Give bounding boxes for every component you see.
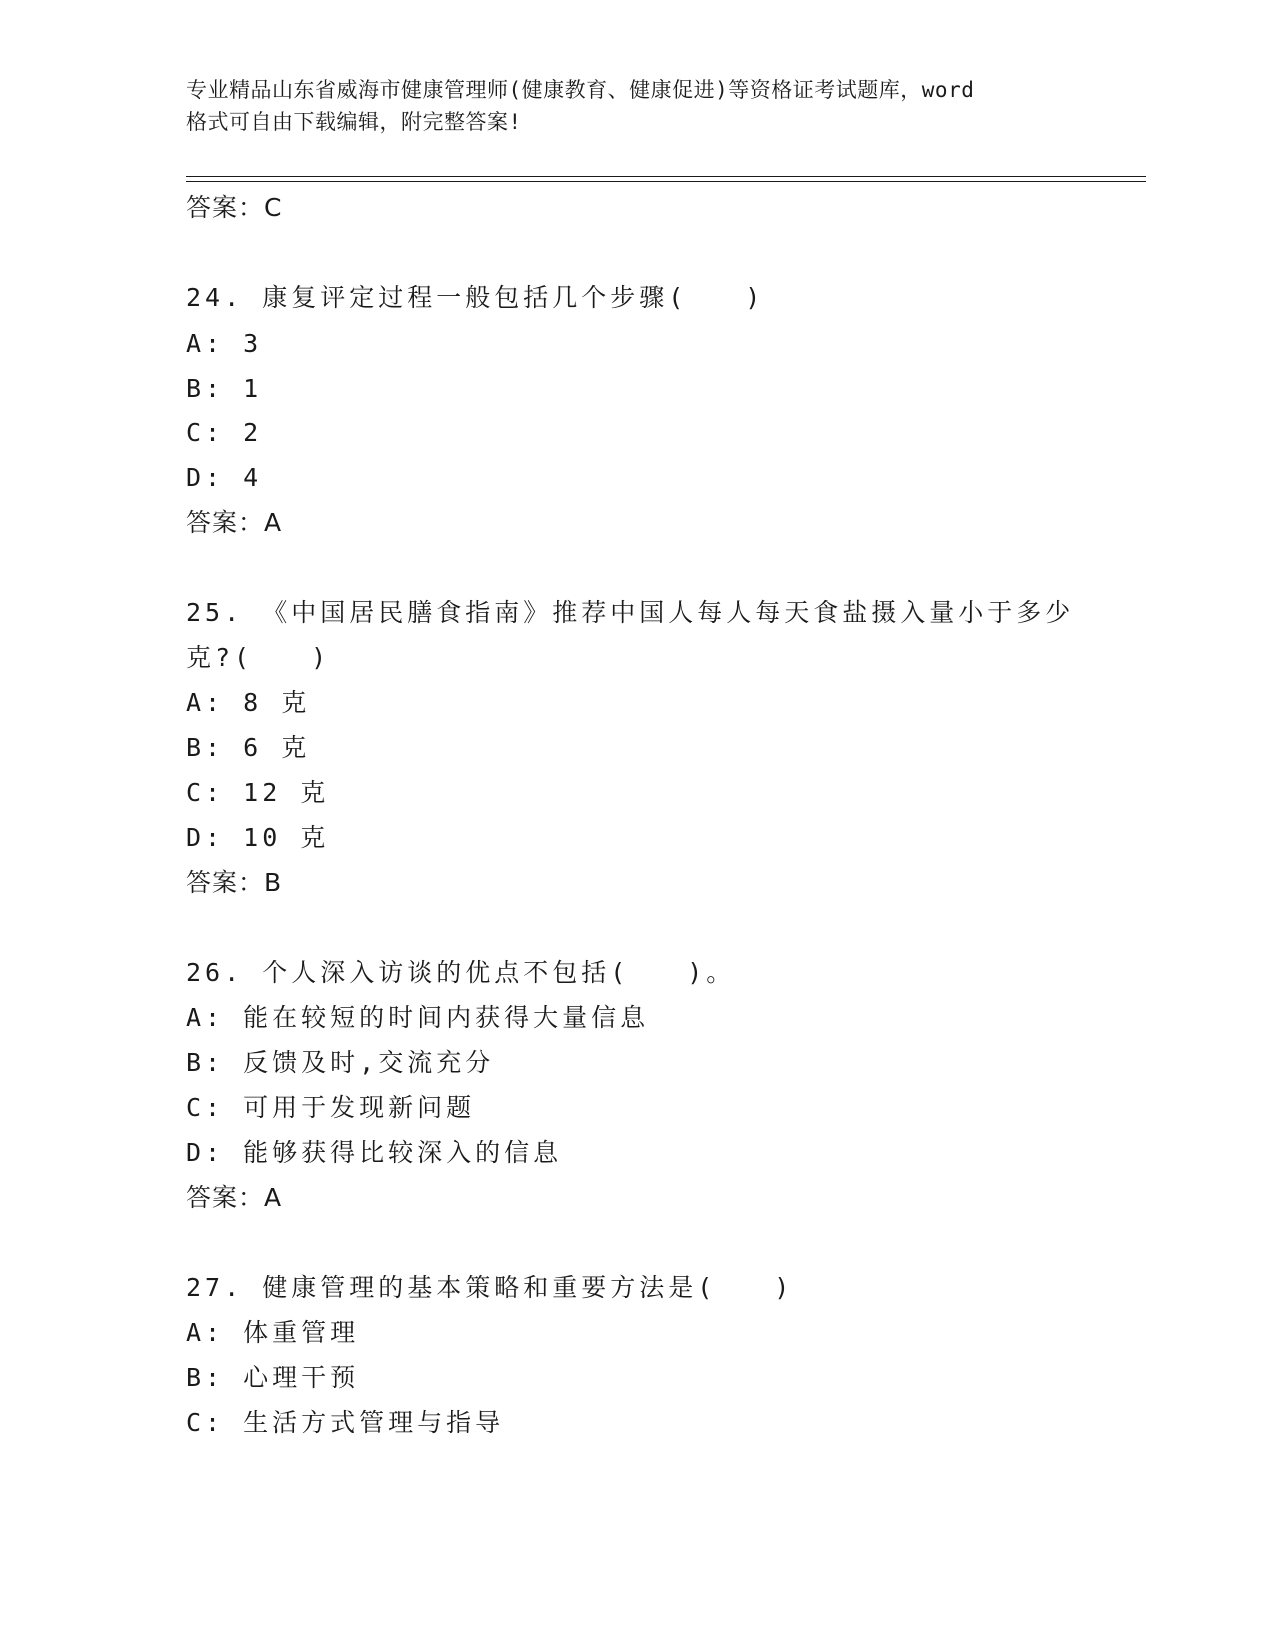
option-a: A: 能在较短的时间内获得大量信息 bbox=[186, 1003, 650, 1032]
option-a: A: 3 bbox=[186, 329, 263, 358]
question-stem: 25. 《中国居民膳食指南》推荐中国人每人每天食盐摄入量小于多少 bbox=[186, 598, 1075, 627]
header-rule-bottom bbox=[186, 181, 1146, 182]
question-stem: 27. 健康管理的基本策略和重要方法是( ) bbox=[186, 1273, 794, 1302]
question-stem: 26. 个人深入访谈的优点不包括( )。 bbox=[186, 958, 736, 987]
answer-line: 答案：B bbox=[186, 868, 283, 897]
document-header bbox=[186, 74, 1086, 138]
option-b: B: 1 bbox=[186, 374, 263, 403]
header-rule-top bbox=[186, 176, 1146, 177]
header-line-1: 专业精品山东省威海市健康管理师(健康教育、健康促进)等资格证考试题库，word bbox=[186, 78, 975, 102]
option-c: C: 生活方式管理与指导 bbox=[186, 1408, 505, 1437]
option-d: D: 10 克 bbox=[186, 823, 330, 852]
answer-line: 答案：C bbox=[186, 193, 283, 222]
header-line-2: 格式可自由下载编辑，附完整答案! bbox=[186, 110, 522, 134]
question-stem-continued: 克?( ) bbox=[186, 643, 331, 672]
option-b: B: 6 克 bbox=[186, 733, 311, 762]
option-c: C: 可用于发现新问题 bbox=[186, 1093, 476, 1122]
question-stem: 24. 康复评定过程一般包括几个步骤( ) bbox=[186, 283, 765, 312]
option-a: A: 体重管理 bbox=[186, 1318, 360, 1347]
answer-line: 答案：A bbox=[186, 1183, 283, 1212]
option-d: D: 4 bbox=[186, 463, 263, 492]
option-c: C: 12 克 bbox=[186, 778, 330, 807]
option-a: A: 8 克 bbox=[186, 688, 311, 717]
option-b: B: 心理干预 bbox=[186, 1363, 360, 1392]
option-d: D: 能够获得比较深入的信息 bbox=[186, 1138, 563, 1167]
option-b: B: 反馈及时,交流充分 bbox=[186, 1048, 495, 1077]
option-c: C: 2 bbox=[186, 418, 263, 447]
answer-line: 答案：A bbox=[186, 508, 283, 537]
